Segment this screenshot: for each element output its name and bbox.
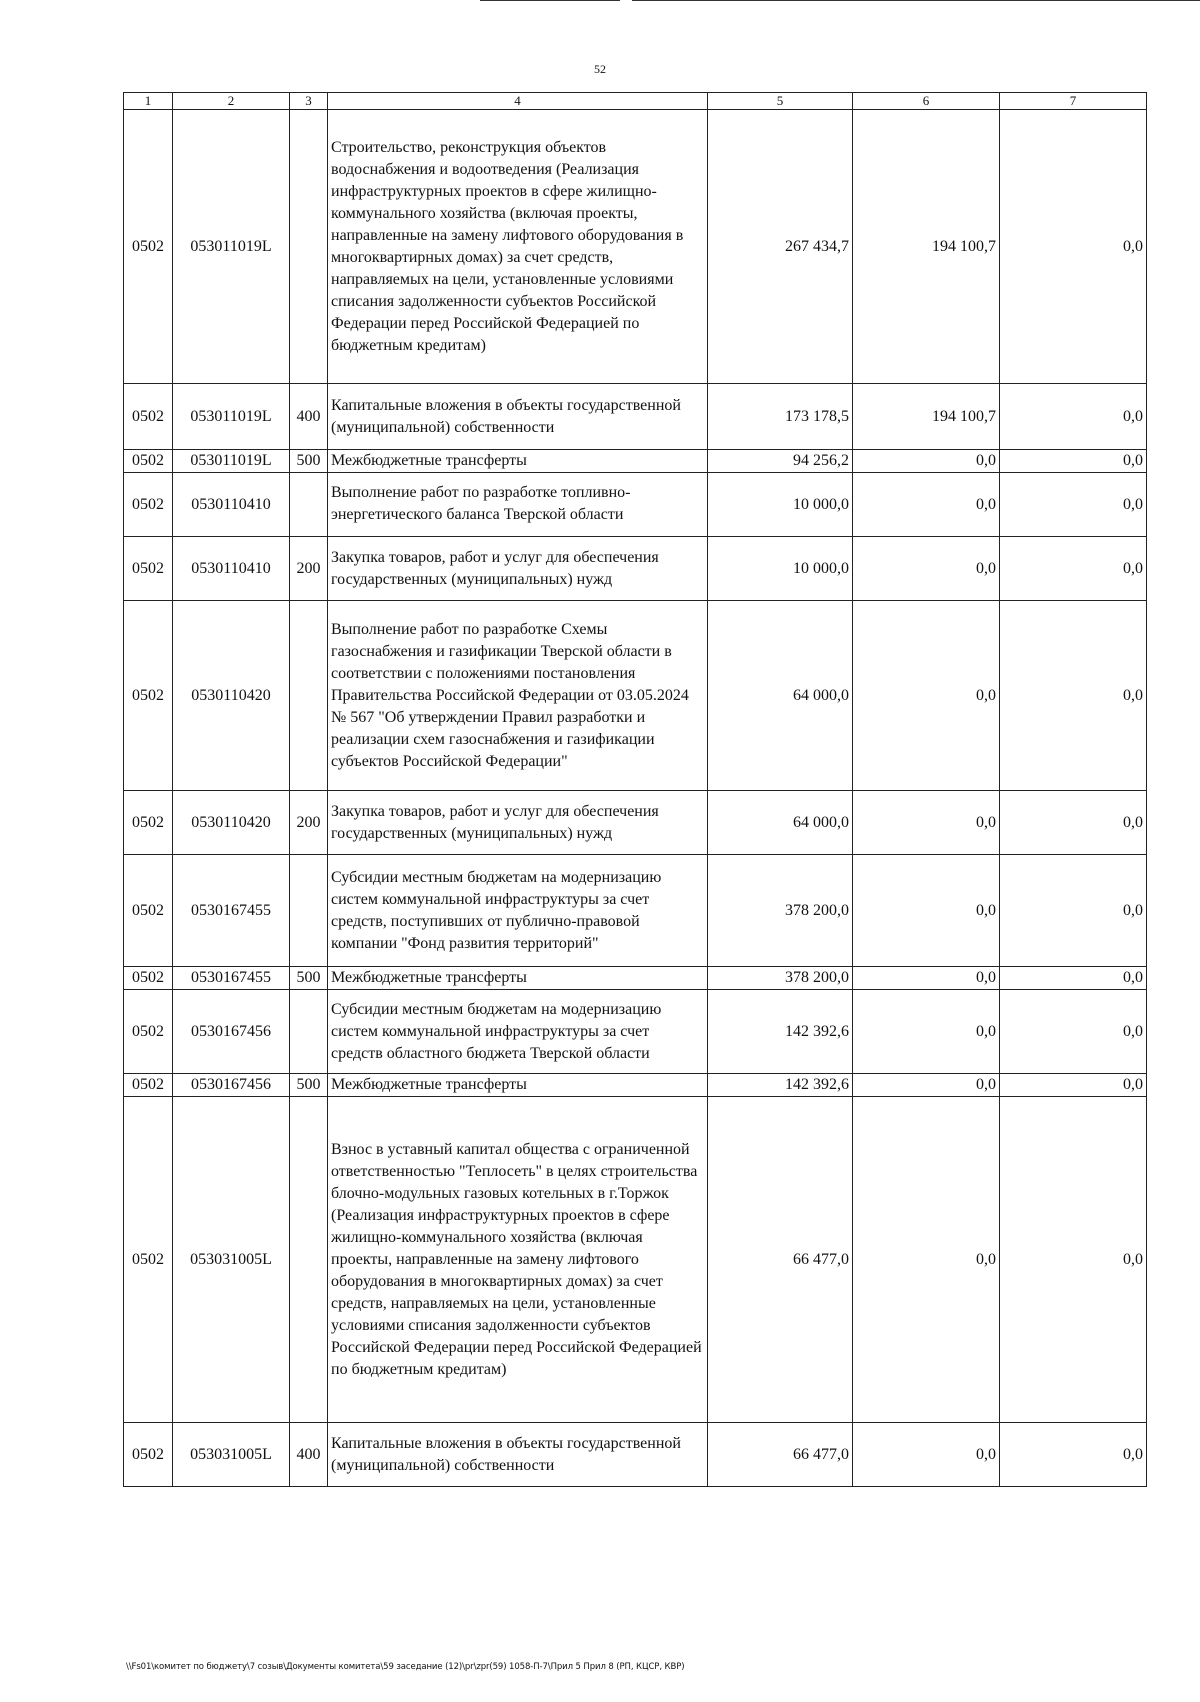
col-target-code: 0530110410 [173,537,290,601]
col-section-code: 0502 [124,967,173,990]
col-target-code: 053011019L [173,450,290,473]
table-body [124,110,1147,1487]
col-section-code: 0502 [124,990,173,1074]
header-col-6: 6 [853,93,1000,110]
table-row [124,791,1147,855]
col-amount-7: 0,0 [1000,990,1147,1074]
header-col-4: 4 [328,93,708,110]
col-amount-5: 173 178,5 [708,384,853,450]
col-section-code: 0502 [124,537,173,601]
col-section-code: 0502 [124,601,173,791]
col-target-code: 0530167456 [173,1074,290,1097]
col-amount-5: 142 392,6 [708,990,853,1074]
col-amount-6: 0,0 [853,473,1000,537]
table-row [124,384,1147,450]
col-target-code: 053011019L [173,110,290,384]
col-amount-6: 0,0 [853,990,1000,1074]
col-amount-7: 0,0 [1000,1423,1147,1487]
scan-artifact-line [480,0,620,1]
col-name: Взнос в уставный капитал общества с ограниченной ответственностью "Теплосеть" в целях строительства блочно-модульных газовых котельных в г.Торжок (Реализация инфраструктурных проектов в сфере жилищно-коммунального хозяйства (включая проекты, направленные на замену лифтового оборудования в многоквартирных домах) за счет средств, направляемых на цели, установленные условиями списания задолженности субъектов Российской Федерации перед Российской Федерацией по бюджетным кредитам) [328,1097,708,1423]
col-expense-type: 200 [290,537,328,601]
col-target-code: 0530167455 [173,967,290,990]
col-amount-5: 94 256,2 [708,450,853,473]
table-row [124,450,1147,473]
col-amount-5: 378 200,0 [708,855,853,967]
col-target-code: 0530110420 [173,601,290,791]
col-name: Межбюджетные трансферты [328,967,708,990]
col-amount-7: 0,0 [1000,967,1147,990]
col-amount-6: 0,0 [853,855,1000,967]
col-amount-5: 267 434,7 [708,110,853,384]
col-amount-6: 0,0 [853,601,1000,791]
table-header [124,93,1147,110]
col-amount-6: 0,0 [853,1097,1000,1423]
table-row [124,1097,1147,1423]
col-amount-6: 0,0 [853,791,1000,855]
col-amount-5: 142 392,6 [708,1074,853,1097]
col-amount-5: 10 000,0 [708,473,853,537]
col-name: Межбюджетные трансферты [328,1074,708,1097]
col-amount-5: 66 477,0 [708,1097,853,1423]
col-section-code: 0502 [124,1423,173,1487]
header-col-3: 3 [290,93,328,110]
header-col-7: 7 [1000,93,1147,110]
table-row [124,537,1147,601]
col-expense-type: 400 [290,384,328,450]
col-amount-5: 10 000,0 [708,537,853,601]
col-amount-6: 194 100,7 [853,110,1000,384]
col-amount-7: 0,0 [1000,450,1147,473]
col-section-code: 0502 [124,1097,173,1423]
col-expense-type [290,855,328,967]
col-target-code: 0530110420 [173,791,290,855]
page-number: 52 [594,62,606,76]
table-row [124,473,1147,537]
col-section-code: 0502 [124,473,173,537]
header-row [124,93,1147,110]
header-col-1: 1 [124,93,173,110]
col-target-code: 0530167455 [173,855,290,967]
col-expense-type [290,601,328,791]
table-row [124,601,1147,791]
col-amount-6: 0,0 [853,1074,1000,1097]
col-name: Строительство, реконструкция объектов водоснабжения и водоотведения (Реализация инфраструктурных проектов в сфере жилищно-коммунального хозяйства (включая проекты, направленные на замену лифтового оборудования в многоквартирных домах) за счет средств, направляемых на цели, установленные условиями списания задолженности субъектов Российской Федерации перед Российской Федерацией по бюджетным кредитам) [328,110,708,384]
col-amount-7: 0,0 [1000,110,1147,384]
col-amount-6: 194 100,7 [853,384,1000,450]
col-name: Закупка товаров, работ и услуг для обеспечения государственных (муниципальных) нужд [328,791,708,855]
col-amount-5: 378 200,0 [708,967,853,990]
col-section-code: 0502 [124,791,173,855]
col-expense-type [290,110,328,384]
table-row [124,110,1147,384]
col-name: Капитальные вложения в объекты государственной (муниципальной) собственности [328,1423,708,1487]
col-amount-6: 0,0 [853,1423,1000,1487]
col-name: Капитальные вложения в объекты государственной (муниципальной) собственности [328,384,708,450]
col-amount-7: 0,0 [1000,384,1147,450]
col-expense-type [290,473,328,537]
col-target-code: 053031005L [173,1423,290,1487]
col-name: Субсидии местным бюджетам на модернизацию систем коммунальной инфраструктуры за счет средств областного бюджета Тверской области [328,990,708,1074]
table-row [124,855,1147,967]
col-amount-6: 0,0 [853,967,1000,990]
col-expense-type: 500 [290,450,328,473]
col-expense-type [290,1097,328,1423]
col-amount-7: 0,0 [1000,473,1147,537]
col-amount-7: 0,0 [1000,791,1147,855]
col-target-code: 053031005L [173,1097,290,1423]
col-name: Выполнение работ по разработке Схемы газоснабжения и газификации Тверской области в соответствии с положениями постановления Правительства Российской Федерации от 03.05.2024 № 567 "Об утверждении Правил разработки и реализации схем газоснабжения и газификации субъектов Российской Федерации" [328,601,708,791]
table-row [124,967,1147,990]
col-section-code: 0502 [124,450,173,473]
col-target-code: 0530167456 [173,990,290,1074]
col-amount-6: 0,0 [853,450,1000,473]
col-name: Выполнение работ по разработке топливно-энергетического баланса Тверской области [328,473,708,537]
header-col-5: 5 [708,93,853,110]
col-amount-5: 66 477,0 [708,1423,853,1487]
col-amount-7: 0,0 [1000,1097,1147,1423]
col-target-code: 053011019L [173,384,290,450]
col-section-code: 0502 [124,855,173,967]
col-expense-type: 500 [290,1074,328,1097]
scan-artifact-line [632,0,1200,1]
col-target-code: 0530110410 [173,473,290,537]
col-expense-type: 200 [290,791,328,855]
col-amount-7: 0,0 [1000,601,1147,791]
header-col-2: 2 [173,93,290,110]
col-section-code: 0502 [124,110,173,384]
col-amount-7: 0,0 [1000,537,1147,601]
col-section-code: 0502 [124,384,173,450]
table-row [124,1423,1147,1487]
col-expense-type: 500 [290,967,328,990]
col-name: Субсидии местным бюджетам на модернизацию систем коммунальной инфраструктуры за счет средств, поступивших от публично-правовой компании "Фонд развития территорий" [328,855,708,967]
col-amount-5: 64 000,0 [708,601,853,791]
col-name: Межбюджетные трансферты [328,450,708,473]
col-section-code: 0502 [124,1074,173,1097]
table-row [124,1074,1147,1097]
file-path-footer: \\Fs01\комитет по бюджету\7 созыв\Документы комитета\59 заседание (12)\pr\zpr(59) 1058-П-7\Прил 5 Прил 8 (РП, КЦСР, КВР) [126,1662,685,1672]
col-name: Закупка товаров, работ и услуг для обеспечения государственных (муниципальных) нужд [328,537,708,601]
col-expense-type [290,990,328,1074]
col-amount-5: 64 000,0 [708,791,853,855]
budget-table [123,92,1147,1487]
col-expense-type: 400 [290,1423,328,1487]
table-row [124,990,1147,1074]
col-amount-7: 0,0 [1000,1074,1147,1097]
col-amount-6: 0,0 [853,537,1000,601]
col-amount-7: 0,0 [1000,855,1147,967]
